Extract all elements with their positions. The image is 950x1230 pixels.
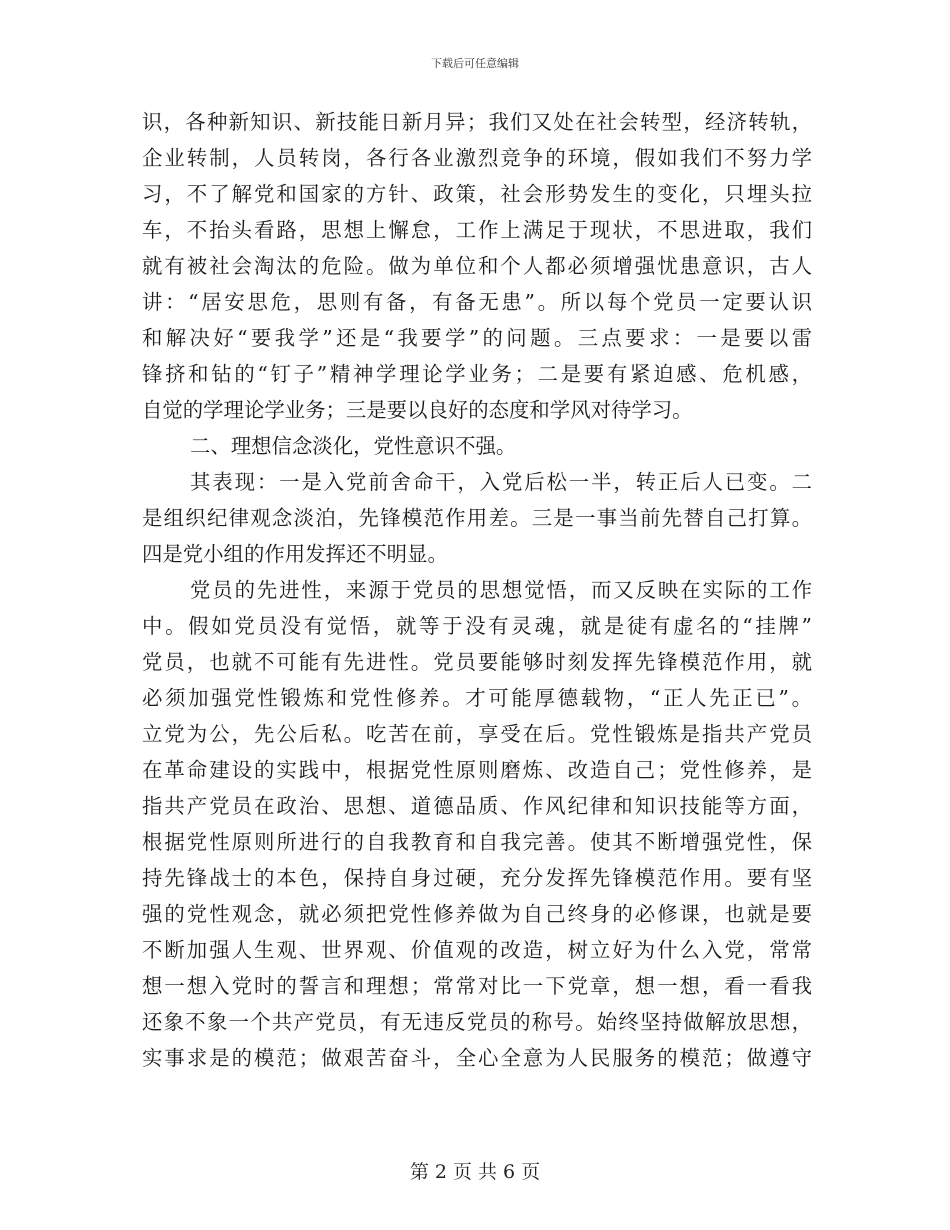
text-line: 讲：“居安思危，思则有备，有备无患”。所以每个党员一定要认识 (142, 290, 812, 314)
text-line: 是组织纪律观念淡泊，先锋模范作用差。三是一事当前先替自己打算。 (142, 506, 812, 530)
document-header-note: 下载后可任意编辑 (431, 57, 519, 70)
text-line: 不断加强人生观、世界观、价值观的改造，树立好为什么入党，常常 (142, 938, 812, 962)
text-line: 识，各种新知识、新技能日新月异；我们又处在社会转型，经济转轨， (142, 110, 812, 134)
text-line: 指共产党员在政治、思想、道德品质、作风纪律和知识技能等方面， (142, 794, 812, 818)
text-line: 持先锋战士的本色，保持自身过硬，充分发挥先锋模范作用。要有坚 (142, 866, 812, 890)
text-line: 和解决好“要我学”还是“我要学”的问题。三点要求：一是要以雷 (142, 326, 812, 350)
section-heading: 二、理想信念淡化，党性意识不强。 (190, 434, 517, 458)
text-line: 还象不象一个共产党员，有无违反党员的称号。始终坚持做解放思想， (142, 1010, 812, 1034)
text-line: 立党为公，先公后私。吃苦在前，享受在后。党性锻炼是指共产党员 (142, 722, 812, 746)
text-line: 在革命建设的实践中，根据党性原则磨炼、改造自己；党性修养，是 (142, 758, 812, 782)
text-line: 习，不了解党和国家的方针、政策，社会形势发生的变化，只埋头拉 (142, 182, 812, 206)
text-line: 想一想入党时的誓言和理想；常常对比一下党章，想一想，看一看我 (142, 974, 812, 998)
text-line: 强的党性观念，就必须把党性修养做为自己终身的必修课，也就是要 (142, 902, 812, 926)
text-line: 四是党小组的作用发挥还不明显。 (142, 542, 448, 566)
text-line: 党员的先进性，来源于党员的思想觉悟，而又反映在实际的工作 (190, 578, 812, 602)
text-line: 中。假如党员没有觉悟，就等于没有灵魂，就是徒有虚名的“挂牌” (142, 614, 812, 638)
text-line: 自觉的学理论学业务；三是要以良好的态度和学风对待学习。 (142, 398, 693, 422)
document-body (142, 104, 812, 1076)
text-line: 锋挤和钻的“钉子”精神学理论学业务；二是要有紧迫感、危机感， (142, 362, 812, 386)
text-line: 党员，也就不可能有先进性。党员要能够时刻发挥先锋模范作用，就 (142, 650, 812, 674)
text-line: 根据党性原则所进行的自我教育和自我完善。使其不断增强党性，保 (142, 830, 812, 854)
text-line: 企业转制，人员转岗，各行各业激烈竞争的环境，假如我们不努力学 (142, 146, 812, 170)
text-line: 必须加强党性锻炼和党性修养。才可能厚德载物，“正人先正已”。 (142, 686, 812, 710)
text-line: 车，不抬头看路，思想上懈怠，工作上满足于现状，不思进取，我们 (142, 218, 812, 242)
text-line: 其表现：一是入党前舍命干，入党后松一半，转正后人已变。二 (190, 470, 812, 494)
page-number-footer: 第 2 页 共 6 页 (409, 1161, 541, 1183)
text-line: 实事求是的模范；做艰苦奋斗，全心全意为人民服务的模范；做遵守 (142, 1046, 812, 1070)
text-line: 就有被社会淘汰的危险。做为单位和个人都必须增强忧患意识，古人 (142, 254, 812, 278)
